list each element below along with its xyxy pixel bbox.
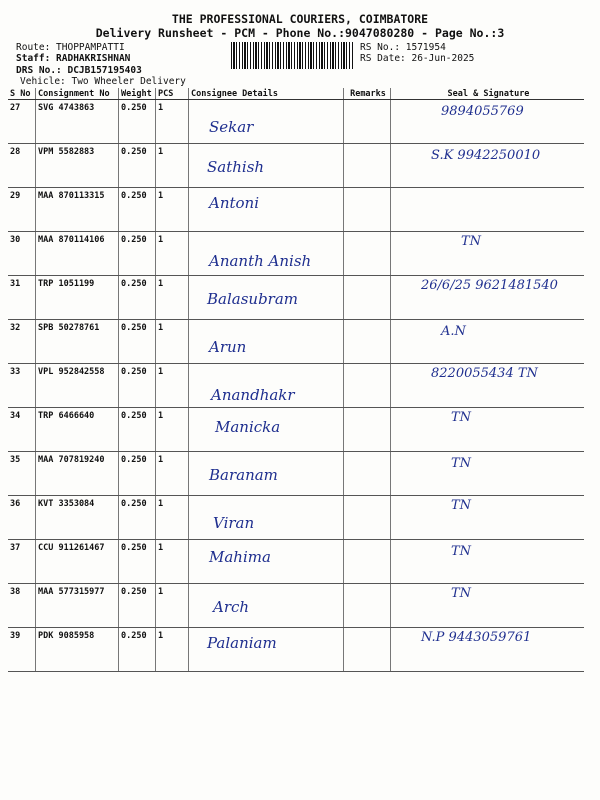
signature-cell <box>391 452 585 496</box>
pcs-cell: 1 <box>156 540 189 584</box>
consignment-cell: SPB 50278761 <box>36 320 119 364</box>
consignee-cell <box>189 364 344 408</box>
signature-cell <box>391 232 585 276</box>
consignment-cell: MAA 870113315 <box>36 188 119 232</box>
table-row <box>8 232 584 276</box>
table-row <box>8 496 584 540</box>
rs-number: RS No.: 1571954 <box>360 42 446 53</box>
consignment-cell: CCU 911261467 <box>36 540 119 584</box>
pcs-cell: 1 <box>156 232 189 276</box>
table-row <box>8 276 584 320</box>
barcode-image <box>231 42 353 69</box>
weight-cell: 0.250 <box>119 628 156 672</box>
pcs-cell: 1 <box>156 364 189 408</box>
table-row <box>8 408 584 452</box>
handwritten-consignee-name: Balasubram <box>207 290 299 308</box>
handwritten-signature: TN <box>451 410 472 425</box>
weight-cell: 0.250 <box>119 496 156 540</box>
table-row <box>8 628 584 672</box>
sno-cell: 36 <box>8 496 36 540</box>
weight-cell: 0.250 <box>119 320 156 364</box>
consignment-cell: VPM 5582883 <box>36 144 119 188</box>
consignment-cell: KVT 3353084 <box>36 496 119 540</box>
col-pcs: PCS <box>156 88 189 100</box>
table-body <box>8 100 584 672</box>
table-row <box>8 584 584 628</box>
weight-cell: 0.250 <box>119 540 156 584</box>
weight-cell: 0.250 <box>119 452 156 496</box>
signature-cell <box>391 276 585 320</box>
handwritten-signature: TN <box>461 234 482 249</box>
weight-cell: 0.250 <box>119 408 156 452</box>
handwritten-signature: 26/6/25 9621481540 <box>421 278 558 293</box>
remarks-cell <box>344 232 391 276</box>
handwritten-consignee-name: Sathish <box>207 158 265 176</box>
rs-date: RS Date: 26-Jun-2025 <box>360 53 475 64</box>
handwritten-signature: TN <box>451 456 472 471</box>
handwritten-signature: TN <box>451 544 472 559</box>
handwritten-consignee-name: Anandhakr <box>211 386 295 404</box>
handwritten-consignee-name: Manicka <box>215 418 281 436</box>
delivery-table <box>8 88 584 672</box>
remarks-cell <box>344 584 391 628</box>
remarks-cell <box>344 628 391 672</box>
handwritten-consignee-name: Arch <box>213 598 250 616</box>
signature-cell <box>391 364 585 408</box>
handwritten-consignee-name: Sekar <box>209 118 254 136</box>
weight-cell: 0.250 <box>119 144 156 188</box>
sno-cell: 33 <box>8 364 36 408</box>
consignee-cell <box>189 540 344 584</box>
table-row <box>8 100 584 144</box>
weight-cell: 0.250 <box>119 364 156 408</box>
signature-cell <box>391 496 585 540</box>
sno-cell: 31 <box>8 276 36 320</box>
pcs-cell: 1 <box>156 100 189 144</box>
signature-cell <box>391 408 585 452</box>
handwritten-consignee-name: Arun <box>209 338 247 356</box>
pcs-cell: 1 <box>156 628 189 672</box>
remarks-cell <box>344 540 391 584</box>
sno-cell: 29 <box>8 188 36 232</box>
weight-cell: 0.250 <box>119 584 156 628</box>
table-row <box>8 320 584 364</box>
weight-cell: 0.250 <box>119 100 156 144</box>
handwritten-signature: A.N <box>441 324 466 339</box>
signature-cell <box>391 100 585 144</box>
drs-number: DRS No.: DCJB157195403 <box>16 65 142 76</box>
consignee-cell <box>189 452 344 496</box>
handwritten-consignee-name: Antoni <box>209 194 260 212</box>
consignee-cell <box>189 320 344 364</box>
consignee-cell <box>189 100 344 144</box>
signature-cell <box>391 188 585 232</box>
remarks-cell <box>344 188 391 232</box>
route-label: Route: THOPPAMPATTI <box>16 42 125 53</box>
handwritten-consignee-name: Ananth Anish <box>209 252 312 270</box>
sno-cell: 37 <box>8 540 36 584</box>
weight-cell: 0.250 <box>119 276 156 320</box>
signature-cell <box>391 320 585 364</box>
consignment-cell: TRP 1051199 <box>36 276 119 320</box>
consignee-cell <box>189 276 344 320</box>
pcs-cell: 1 <box>156 408 189 452</box>
consignment-cell: MAA 577315977 <box>36 584 119 628</box>
consignment-cell: TRP 6466640 <box>36 408 119 452</box>
consignment-cell: MAA 707819240 <box>36 452 119 496</box>
handwritten-signature: N.P 9443059761 <box>421 630 532 645</box>
pcs-cell: 1 <box>156 452 189 496</box>
remarks-cell <box>344 408 391 452</box>
signature-cell <box>391 540 585 584</box>
sno-cell: 27 <box>8 100 36 144</box>
sno-cell: 38 <box>8 584 36 628</box>
handwritten-signature: S.K 9942250010 <box>431 148 541 163</box>
pcs-cell: 1 <box>156 320 189 364</box>
signature-cell <box>391 628 585 672</box>
pcs-cell: 1 <box>156 496 189 540</box>
pcs-cell: 1 <box>156 584 189 628</box>
pcs-cell: 1 <box>156 188 189 232</box>
remarks-cell <box>344 144 391 188</box>
consignee-cell <box>189 144 344 188</box>
table-row <box>8 188 584 232</box>
table-row <box>8 364 584 408</box>
sno-cell: 34 <box>8 408 36 452</box>
col-signature: Seal & Signature <box>391 88 585 100</box>
consignee-cell <box>189 496 344 540</box>
remarks-cell <box>344 364 391 408</box>
signature-cell <box>391 584 585 628</box>
handwritten-consignee-name: Baranam <box>209 466 278 484</box>
consignment-cell: MAA 870114106 <box>36 232 119 276</box>
handwritten-consignee-name: Palaniam <box>207 634 277 652</box>
sno-cell: 30 <box>8 232 36 276</box>
handwritten-consignee-name: Viran <box>213 514 255 532</box>
sno-cell: 35 <box>8 452 36 496</box>
col-consignment: Consignment No <box>36 88 119 100</box>
consignment-cell: SVG 4743863 <box>36 100 119 144</box>
sno-cell: 28 <box>8 144 36 188</box>
handwritten-signature: 8220055434 TN <box>431 366 538 381</box>
handwritten-signature: 9894055769 <box>441 104 524 119</box>
signature-cell <box>391 144 585 188</box>
consignee-cell <box>189 628 344 672</box>
table-header-row <box>8 88 584 100</box>
handwritten-signature: TN <box>451 586 472 601</box>
consignment-cell: PDK 9085958 <box>36 628 119 672</box>
vehicle-label: Vehicle: Two Wheeler Delivery <box>20 76 186 87</box>
sno-cell: 39 <box>8 628 36 672</box>
table-row <box>8 144 584 188</box>
col-remarks: Remarks <box>344 88 391 100</box>
remarks-cell <box>344 100 391 144</box>
consignee-cell <box>189 232 344 276</box>
remarks-cell <box>344 276 391 320</box>
table-row <box>8 452 584 496</box>
company-title: THE PROFESSIONAL COURIERS, COIMBATORE <box>171 12 429 26</box>
handwritten-consignee-name: Mahima <box>209 548 271 566</box>
staff-label: Staff: RADHAKRISHNAN <box>16 53 131 64</box>
handwritten-signature: TN <box>451 498 472 513</box>
consignee-cell <box>189 584 344 628</box>
remarks-cell <box>344 320 391 364</box>
col-weight: Weight <box>119 88 156 100</box>
consignee-cell <box>189 408 344 452</box>
weight-cell: 0.250 <box>119 232 156 276</box>
runsheet-subtitle: Delivery Runsheet - PCM - Phone No.:9047080280 - Page No.:3 <box>95 26 505 40</box>
consignee-cell <box>189 188 344 232</box>
col-consignee: Consignee Details <box>189 88 344 100</box>
pcs-cell: 1 <box>156 276 189 320</box>
consignment-cell: VPL 952842558 <box>36 364 119 408</box>
pcs-cell: 1 <box>156 144 189 188</box>
remarks-cell <box>344 496 391 540</box>
table-row <box>8 540 584 584</box>
sno-cell: 32 <box>8 320 36 364</box>
weight-cell: 0.250 <box>119 188 156 232</box>
col-sno: S No <box>8 88 36 100</box>
remarks-cell <box>344 452 391 496</box>
